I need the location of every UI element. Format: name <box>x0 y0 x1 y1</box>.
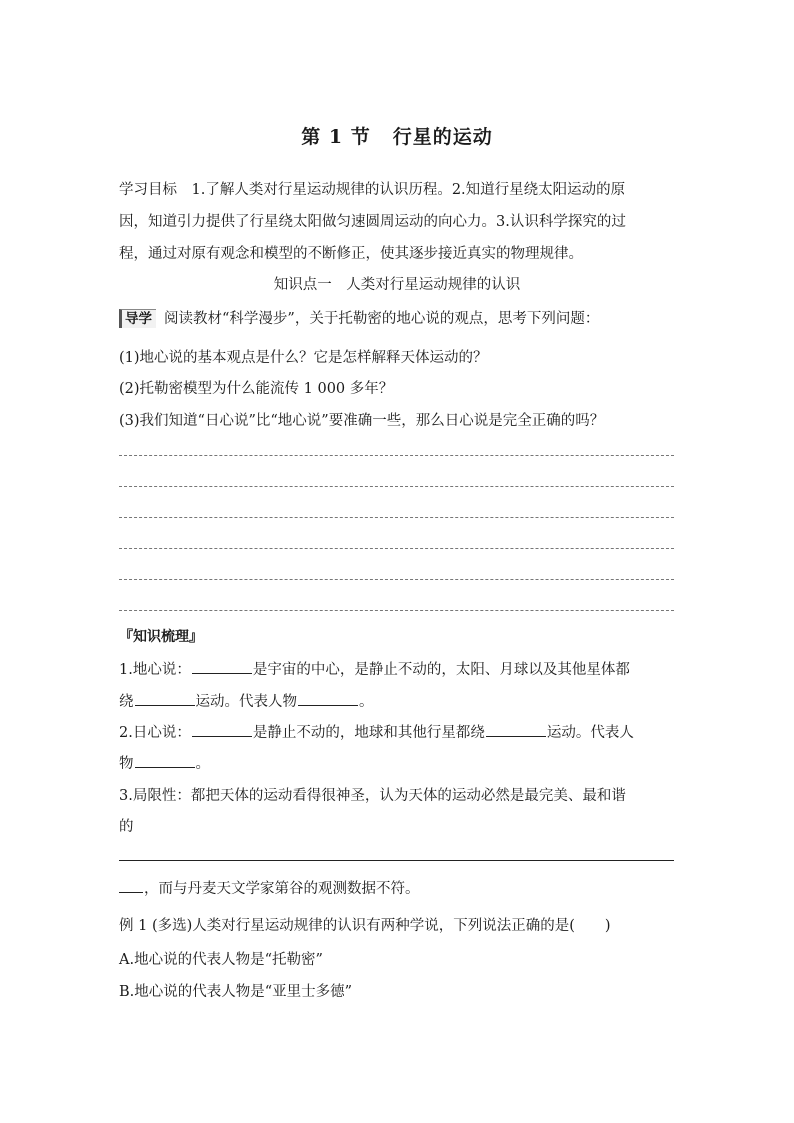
question-3: (3)我们知道“日心说”比“地心说”要准确一些，那么日心说是完全正确的吗？ <box>119 413 605 429</box>
answer-line[interactable] <box>119 548 674 549</box>
answer-line[interactable] <box>119 455 674 456</box>
fill-blank-long[interactable] <box>119 860 674 861</box>
answer-line[interactable] <box>119 610 674 611</box>
review-heading: 『知识梳理』 <box>119 629 203 645</box>
fill-blank[interactable] <box>298 691 358 706</box>
review-text: 物 <box>119 756 134 772</box>
review-item-3-end <box>119 877 679 898</box>
guide-text: 阅读教材“科学漫步”，关于托勒密的地心说的观点，思考下列问题： <box>164 311 600 327</box>
review-item-2 <box>119 721 679 742</box>
review-text: 是宇宙的中心，是静止不动的，太阳、月球以及其他星体都 <box>252 662 630 678</box>
review-text: ，而与丹麦天文学家第谷的观测数据不符。 <box>144 881 420 897</box>
review-item-3: 3.局限性：都把天体的运动看得很神圣，认为天体的运动必然是最完美、最和谐 <box>119 788 626 804</box>
review-text: 。 <box>359 694 374 710</box>
review-text: 1.地心说： <box>119 662 191 678</box>
review-text: 。 <box>195 756 210 772</box>
example-stem <box>119 914 679 935</box>
fill-blank[interactable] <box>119 878 143 893</box>
fill-blank[interactable] <box>135 691 195 706</box>
review-item-1 <box>119 658 679 679</box>
fill-blank[interactable] <box>192 722 252 737</box>
review-item-3-cont: 的 <box>119 819 134 835</box>
option-b[interactable]: B.地心说的代表人物是“亚里士多德” <box>119 984 353 1000</box>
knowledge-point-heading: 知识点一 人类对行星运动规律的认识 <box>273 277 521 293</box>
example-text: 例 1 (多选)人类对行星运动规律的认识有两种学说，下列说法正确的是( <box>119 918 575 934</box>
review-item-1-cont <box>119 690 679 711</box>
review-item-2-cont <box>119 752 679 773</box>
objectives-line-3: 程，通过对原有观念和模型的不断修正，使其逐步接近真实的物理规律。 <box>119 246 583 262</box>
title-text: 行星的运动 <box>392 126 493 148</box>
answer-line[interactable] <box>119 517 674 518</box>
fill-blank[interactable] <box>486 722 546 737</box>
fill-blank[interactable] <box>135 753 195 768</box>
title-prefix: 第 1 节 <box>301 126 371 148</box>
review-text: 绕 <box>119 694 134 710</box>
page-title <box>0 122 794 149</box>
option-a[interactable]: A.地心说的代表人物是“托勒密” <box>119 952 323 968</box>
guide-tag: 导学 <box>119 309 156 328</box>
review-text: 2.日心说： <box>119 725 191 741</box>
question-1: (1)地心说的基本观点是什么？它是怎样解释天体运动的？ <box>119 350 488 366</box>
objectives-line-1: 学习目标 1.了解人类对行星运动规律的认识历程。2.知道行星绕太阳运动的原 <box>119 182 626 198</box>
fill-blank[interactable] <box>192 659 252 674</box>
review-text: 运动。代表人 <box>546 725 634 741</box>
question-2: (2)托勒密模型为什么能流传 1 000 多年？ <box>119 381 394 397</box>
objectives-line-2: 因，知道引力提供了行星绕太阳做匀速圆周运动的向心力。3.认识科学探究的过 <box>119 214 626 230</box>
answer-line[interactable] <box>119 579 674 580</box>
guide-intro <box>119 307 679 328</box>
example-text: ) <box>604 918 611 934</box>
review-text: 运动。代表人物 <box>195 694 297 710</box>
answer-line[interactable] <box>119 486 674 487</box>
review-text: 是静止不动的，地球和其他行星都绕 <box>252 725 485 741</box>
